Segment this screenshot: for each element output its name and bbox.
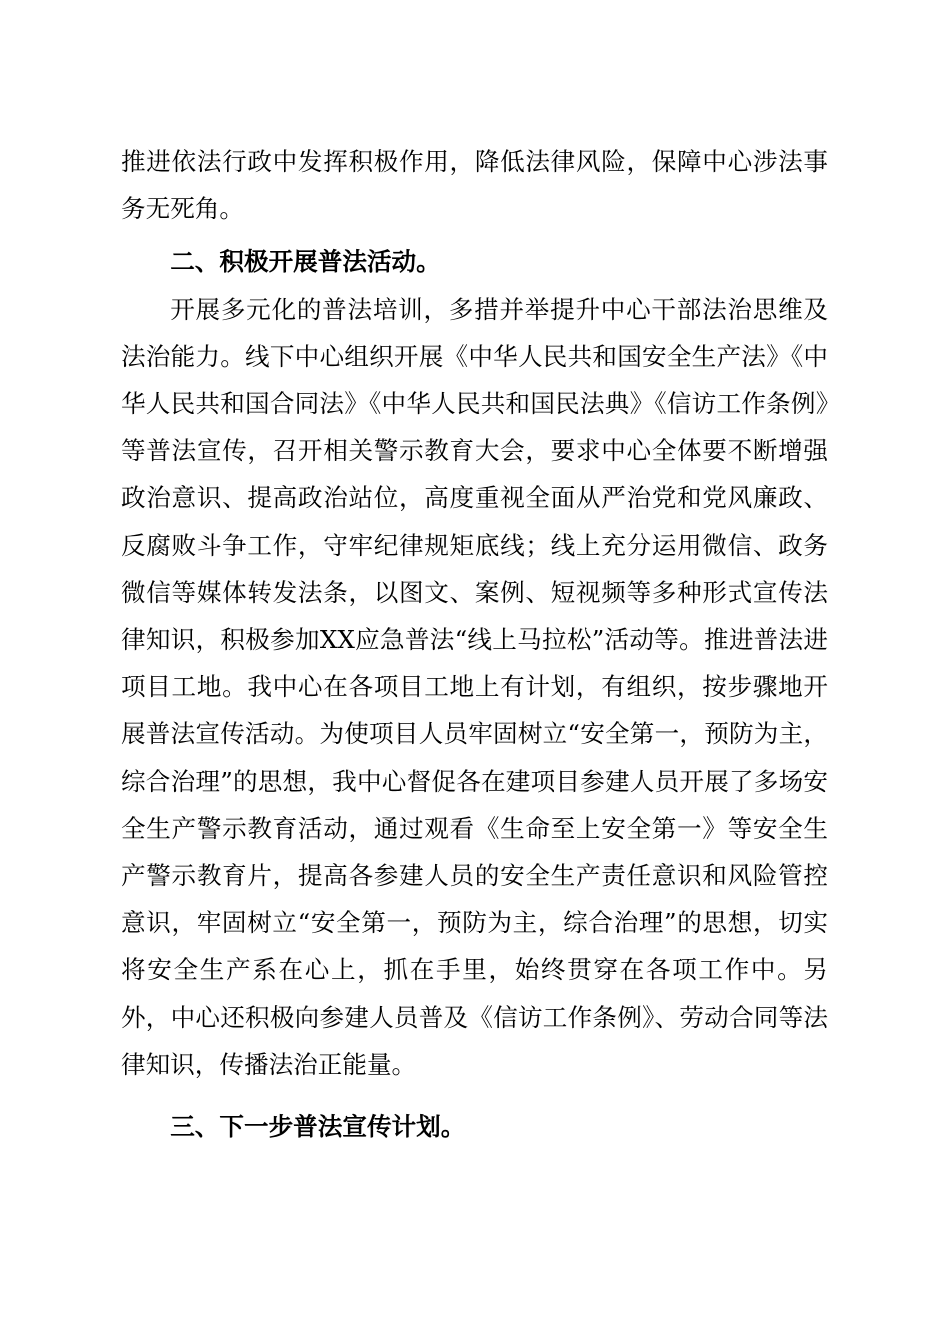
continuation-paragraph: 推进依法行政中发挥积极作用，降低法律风险，保障中心涉法事务无死角。	[121, 147, 828, 224]
section-two-heading: 二、积极开展普法活动。	[170, 247, 441, 277]
section-three-heading: 三、下一步普法宣传计划。	[170, 1112, 466, 1142]
document-body	[121, 138, 828, 1150]
section-two-body: 开展多元化的普法培训，多措并举提升中心干部法治思维及法治能力。线下中心组织开展《中华人民共和国安全生产法》《中华人民共和国合同法》《中华人民共和国民法典》《信访工作条例》等普法宣传，召开相关警示教育大会，要求中心全体要不断增强政治意识、提高政治站位，高度重视全面从严治党和党风廉政、反腐败斗争工作，守牢纪律规矩底线；线上充分运用微信、政务微信等媒体转发法条，以图文、案例、短视频等多种形式宣传法律知识，积极参加XX应急普法“线上马拉松”活动等。推进普法进项目工地。我中心在各项目工地上有计划，有组织，按步骤地开展普法宣传活动。为使项目人员牢固树立“安全第一，预防为主，综合治理”的思想，我中心督促各在建项目参建人员开展了多场安全生产警示教育活动，通过观看《生命至上安全第一》等安全生产警示教育片，提高各参建人员的安全生产责任意识和风险管控意识，牢固树立“安全第一，预防为主，综合治理”的思想，切实将安全生产系在心上，抓在手里，始终贯穿在各项工作中。另外，中心还积极向参建人员普及《信访工作条例》、劳动合同等法律知识，传播法治正能量。	[121, 294, 828, 1079]
